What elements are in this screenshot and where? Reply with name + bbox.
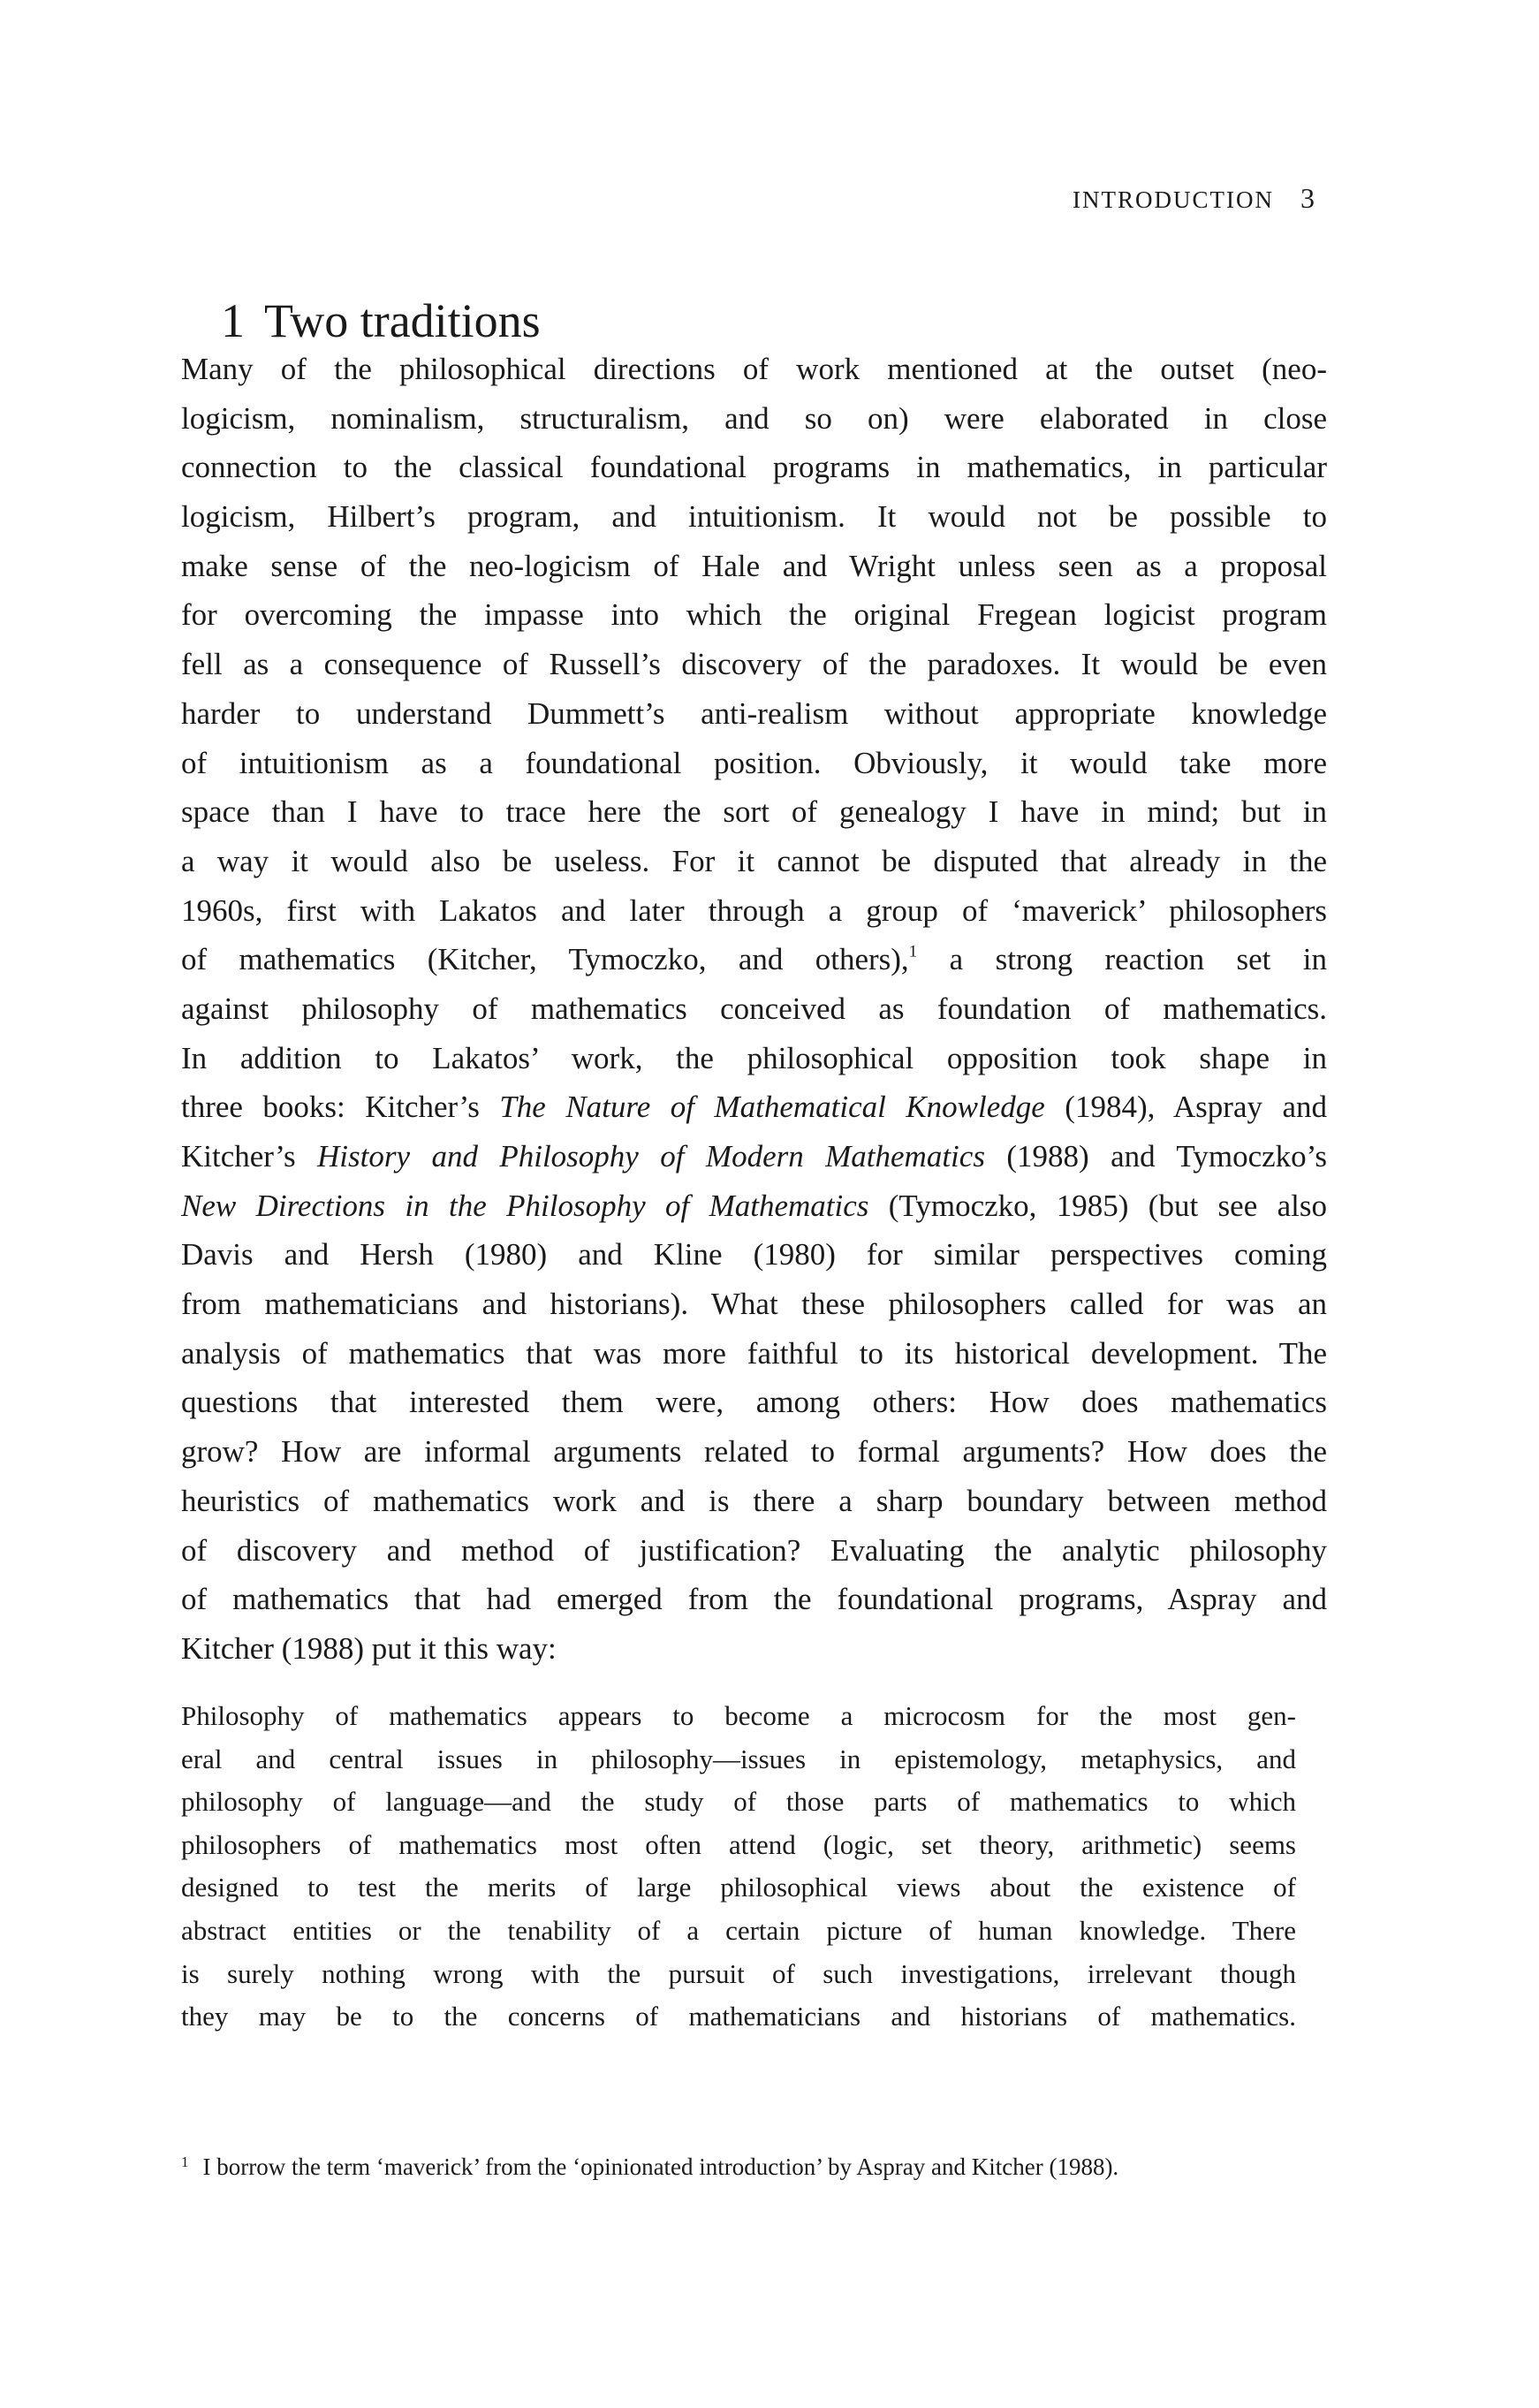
text-run: (1984), Aspray and [1044, 1090, 1328, 1125]
text-run: grow? How are informal arguments related to formal arguments? How does the [181, 1434, 1327, 1470]
quote-line [181, 1824, 1296, 1867]
text-run: is surely nothing wrong with the pursuit of such investigations, irrelevant though [181, 1957, 1296, 1989]
body-line [181, 1230, 1327, 1280]
text-run: Many of the philosophical directions of work mentioned at the outset (neo- [181, 352, 1327, 386]
text-run: connection to the classical foundational programs in mathematics, in particular [181, 450, 1327, 485]
body-line [181, 787, 1327, 837]
footnote [181, 2147, 1327, 2182]
body-line [181, 443, 1327, 492]
body-line [181, 689, 1327, 739]
text-run: heuristics of mathematics work and is there a sharp boundary between method [181, 1483, 1327, 1518]
section-number: 1 [221, 294, 245, 347]
text-run: make sense of the neo-logicism of Hale and Wright unless seen as a proposal [181, 548, 1327, 583]
text-run: abstract entities or the tenability of a certain picture of human knowledge. There [181, 1914, 1296, 1946]
body-line [181, 1526, 1327, 1576]
footnote-text: I borrow the term ‘maverick’ from the ‘opinionated introduction’ by Aspray and Kitcher (1988). [202, 2154, 1119, 2180]
text-run: for overcoming the impasse into which the original Fregean logicist program [181, 597, 1327, 633]
body-line [181, 1280, 1327, 1329]
body-line [181, 1034, 1327, 1083]
text-run: (Tymoczko, 1985) (but see also [868, 1188, 1327, 1223]
text-run: Kitcher (1988) put it this way: [181, 1630, 557, 1666]
page-number: 3 [1300, 182, 1315, 214]
quote-line [181, 1866, 1296, 1910]
body-line [181, 492, 1327, 542]
text-run: of mathematics that had emerged from the foundational programs, Aspray and [181, 1582, 1327, 1617]
text-run: of mathematics (Kitcher, Tymoczko, and others), [181, 942, 909, 977]
text-run: of discovery and method of justification? Evaluating the analytic philosophy [181, 1532, 1327, 1568]
text-run: from mathematicians and historians). What these philosophers called for was an [181, 1287, 1327, 1322]
running-head-section: INTRODUCTION [1073, 186, 1274, 213]
quote-line [181, 1781, 1296, 1824]
text-run: logicism, Hilbert’s program, and intuitionism. It would not be possible to [181, 499, 1327, 535]
body-line [181, 935, 1327, 984]
body-line [181, 640, 1327, 689]
quote-line [181, 1910, 1296, 1953]
body-line [181, 1082, 1327, 1132]
body-line [181, 984, 1327, 1034]
body-line [181, 590, 1327, 640]
body-line [181, 886, 1327, 936]
text-run: eral and central issues in philosophy—issues in epistemology, metaphysics, and [181, 1743, 1296, 1774]
body-line [181, 345, 1327, 394]
text-run: harder to understand Dummett’s anti-realism without appropriate knowledge [181, 695, 1327, 731]
text-run: philosophy of language—and the study of those parts of mathematics to which [181, 1786, 1296, 1818]
quote-line [181, 1953, 1296, 1996]
text-run: (1988) and Tymoczko’s [984, 1139, 1327, 1174]
book-title: History and Philosophy of Modern Mathematics [317, 1139, 985, 1174]
text-run: designed to test the merits of large philosophical views about the existence of [181, 1872, 1296, 1903]
body-line [181, 542, 1327, 591]
body-line [181, 394, 1327, 444]
text-run: questions that interested them were, among others: How does mathematics [181, 1385, 1327, 1420]
body-line [181, 1378, 1327, 1427]
section-heading [221, 293, 541, 348]
body-line [181, 739, 1327, 788]
body-line [181, 1181, 1327, 1231]
text-run: Philosophy of mathematics appears to become a microcosm for the most gen- [181, 1700, 1296, 1731]
text-run: a way it would also be useless. For it cannot be disputed that already in the [181, 843, 1327, 878]
section-title: Two traditions [264, 294, 541, 347]
text-run: analysis of mathematics that was more faithful to its historical development. The [181, 1335, 1327, 1371]
text-run: Kitcher’s [181, 1139, 318, 1174]
quote-line [181, 1695, 1296, 1738]
text-run: against philosophy of mathematics conceived as foundation of mathematics. [181, 991, 1327, 1026]
text-run: 1960s, first with Lakatos and later through a group of ‘maverick’ philosophers [181, 893, 1327, 928]
body-line [181, 1427, 1327, 1477]
text-run: logicism, nominalism, structuralism, and so on) were elaborated in close [181, 400, 1327, 436]
body-line [181, 1575, 1327, 1624]
running-head [972, 182, 1315, 215]
body-line [181, 1624, 1327, 1674]
body-line [181, 1132, 1327, 1181]
text-run: Davis and Hersh (1980) and Kline (1980) for similar perspectives coming [181, 1237, 1327, 1272]
text-run: of intuitionism as a foundational position. Obviously, it would take more [181, 745, 1327, 780]
book-title: New Directions in the Philosophy of Mathematics [181, 1188, 869, 1223]
quote-line [181, 1995, 1296, 2039]
text-run: fell as a consequence of Russell’s discovery of the paradoxes. It would be even [181, 647, 1327, 682]
footnote-marker: 1 [181, 2154, 189, 2170]
text-run: they may be to the concerns of mathematicians and historians of mathematics. [181, 2001, 1296, 2032]
body-paragraph [181, 345, 1327, 1674]
text-run: space than I have to trace here the sort of genealogy I have in mind; but in [181, 794, 1327, 830]
quote-line [181, 1738, 1296, 1781]
text-run: In addition to Lakatos’ work, the philosophical opposition took shape in [181, 1040, 1327, 1075]
text-run: a strong reaction set in [917, 942, 1327, 977]
body-line [181, 1477, 1327, 1526]
block-quote [181, 1695, 1296, 2039]
text-run: philosophers of mathematics most often attend (logic, set theory, arithmetic) seems [181, 1828, 1296, 1860]
body-line [181, 837, 1327, 886]
text-run: three books: Kitcher’s [181, 1090, 500, 1125]
body-line [181, 1329, 1327, 1379]
book-title: The Nature of Mathematical Knowledge [499, 1090, 1045, 1125]
footnote-ref: 1 [908, 942, 918, 961]
